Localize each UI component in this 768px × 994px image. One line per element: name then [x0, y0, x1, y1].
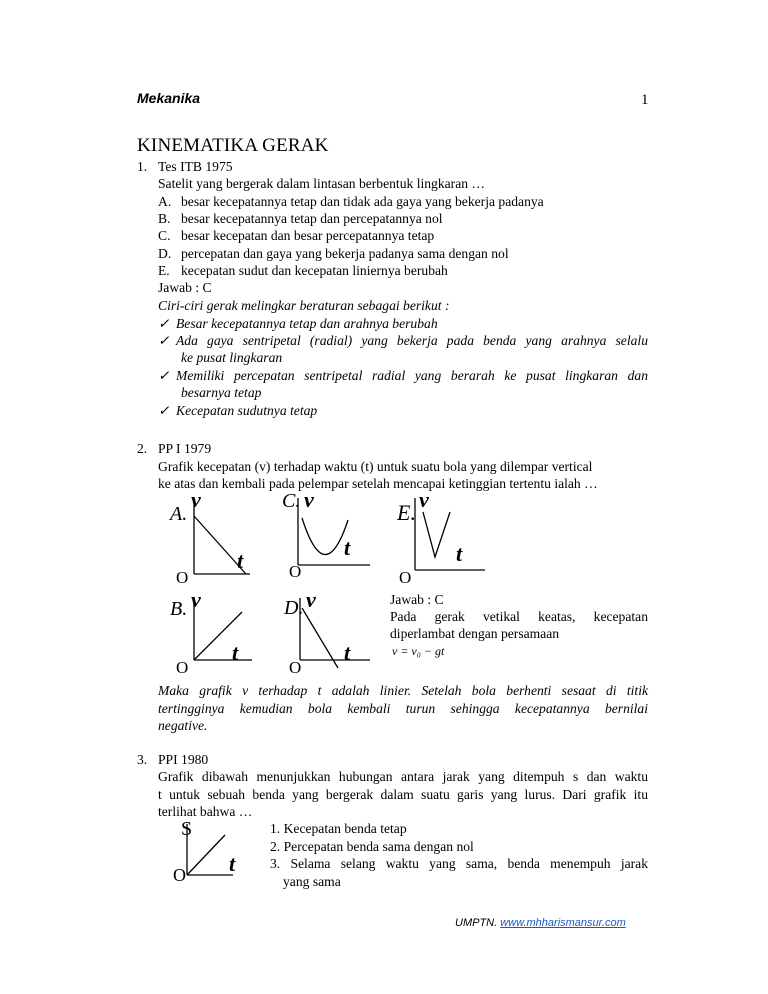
q2-answer-text-2: diperlambat dengan persamaan	[390, 626, 560, 641]
q1-bullet-2: ✓ Ada gaya sentripetal (radial) yang bekerja pada benda yang arahnya selalu	[158, 333, 648, 348]
q3-stem-2: t untuk sebuah benda yang bergerak dalam suatu garis yang lurus. Dari grafik itu	[158, 787, 648, 802]
q1-explanation-intro: Ciri-ciri gerak melingkar beraturan sebagai berikut :	[158, 298, 450, 313]
checkmark-icon: ✓	[158, 316, 170, 331]
q2-conclusion-1: Maka grafik v terhadap t adalah linier. Setelah bola berhenti sesaat di titik	[158, 683, 648, 698]
q1-option-d: percepatan dan gaya yang bekerja padanya sama dengan nol	[181, 246, 509, 261]
q3-number: 3.	[137, 752, 148, 767]
q1-option-b: besar kecepatannya tetap dan percepatannya nol	[181, 211, 443, 226]
footer-link[interactable]: www.mhharismansur.com	[500, 917, 626, 929]
q1-bullet-3: ✓ Memiliki percepatan sentripetal radial yang berarah ke pusat lingkaran dan	[158, 368, 648, 383]
q1-option-e: kecepatan sudut dan kecepatan liniernya berubah	[181, 263, 448, 278]
graph-b-label: B.	[170, 598, 188, 620]
graph-q3-t-axis: t	[229, 851, 236, 876]
graph-a-v-axis: v	[191, 487, 201, 512]
checkmark-icon: ✓	[158, 333, 170, 348]
q1-number: 1.	[137, 159, 148, 174]
section-title: KINEMATIKA GERAK	[137, 135, 329, 156]
q2-conclusion-3: negative.	[158, 718, 208, 733]
q3-source: PPI 1980	[158, 752, 209, 767]
graph-d-v-axis: v	[306, 587, 316, 612]
q2-stem-line-1: Grafik kecepatan (v) terhadap waktu (t) untuk suatu bola yang dilempar vertical	[158, 459, 593, 474]
graph-e-v-axis: v	[419, 487, 429, 512]
q2-answer: Jawab : C	[390, 592, 444, 607]
q1-bullet-2-cont: ke pusat lingkaran	[181, 350, 283, 365]
q2-source: PP I 1979	[158, 441, 212, 456]
graph-a-label: A.	[170, 503, 188, 525]
graph-q3-origin: O	[173, 865, 186, 885]
q1-bullet-4: ✓ Kecepatan sudutnya tetap	[158, 403, 318, 418]
checkmark-icon: ✓	[158, 403, 170, 418]
q2-stem-line-2: ke atas dan kembali pada pelempar setelah mencapai ketinggian tertentu ialah …	[158, 476, 598, 491]
header-title: Mekanika	[137, 90, 201, 106]
footer	[455, 917, 626, 929]
footer-prefix: UMPTN.	[455, 917, 498, 929]
graph-c-origin: O	[289, 562, 302, 581]
q2-equation: v = v₀ − gt	[392, 644, 445, 658]
graph-q3-s-axis: S	[181, 818, 193, 840]
q1-source: Tes ITB 1975	[158, 159, 233, 174]
q1-option-a: besar kecepatannya tetap dan tidak ada gaya yang bekerja padanya	[181, 194, 544, 209]
graph-c-v-axis: v	[304, 487, 314, 512]
graph-c-t-axis: t	[344, 535, 351, 560]
q3-stem-1: Grafik dibawah menunjukkan hubungan antara jarak yang ditempuh s dan waktu	[158, 769, 648, 784]
q1-answer: Jawab : C	[158, 280, 212, 295]
page-number: 1	[641, 92, 649, 108]
graph-e-t-axis: t	[456, 541, 463, 566]
q1-option-a-letter: A.	[158, 194, 172, 209]
graph-a-origin: O	[176, 568, 189, 587]
q3-statement-2: 2. Percepatan benda sama dengan nol	[270, 839, 474, 854]
q1-option-c: besar kecepatan dan besar percepatannya tetap	[181, 228, 435, 243]
graph-b-v-axis: v	[191, 587, 201, 612]
graph-a-lines	[150, 490, 260, 585]
checkmark-icon: ✓	[158, 368, 170, 383]
q2-answer-text-1: Pada gerak vetikal keatas, kecepatan	[390, 609, 648, 624]
q1-bullet-3-cont: besarnya tetap	[181, 385, 262, 400]
q1-option-e-letter: E.	[158, 263, 170, 278]
q1-option-c-letter: C.	[158, 228, 171, 243]
q1-option-d-letter: D.	[158, 246, 172, 261]
graph-d-t-axis: t	[344, 640, 351, 665]
q1-stem: Satelit yang bergerak dalam lintasan berbentuk lingkaran …	[158, 176, 486, 191]
graph-b-origin: O	[176, 658, 189, 677]
q2-conclusion-2: tertingginya kemudian bola kembali turun sehingga kecepatannya bernilai	[158, 701, 648, 716]
q3-statement-3-cont: yang sama	[283, 874, 341, 889]
q3-statement-3: 3. Selama selang waktu yang sama, benda menempuh jarak	[270, 856, 648, 871]
graph-b-t-axis: t	[232, 640, 239, 665]
q3-statement-1: 1. Kecepatan benda tetap	[270, 821, 407, 836]
graph-d-origin: O	[289, 658, 302, 677]
q1-bullet-1: ✓ Besar kecepatannya tetap dan arahnya berubah	[158, 316, 438, 331]
graph-d-label: D.	[284, 597, 304, 619]
q2-number: 2.	[137, 441, 148, 456]
graph-e-label: E.	[397, 500, 416, 525]
graph-c-label: C.	[282, 490, 301, 512]
q3-stem-3: terlihat bahwa …	[158, 804, 253, 819]
q1-option-b-letter: B.	[158, 211, 171, 226]
graph-b-lines	[150, 590, 260, 670]
graph-a-t-axis: t	[237, 548, 244, 573]
graph-e-origin: O	[399, 568, 412, 587]
